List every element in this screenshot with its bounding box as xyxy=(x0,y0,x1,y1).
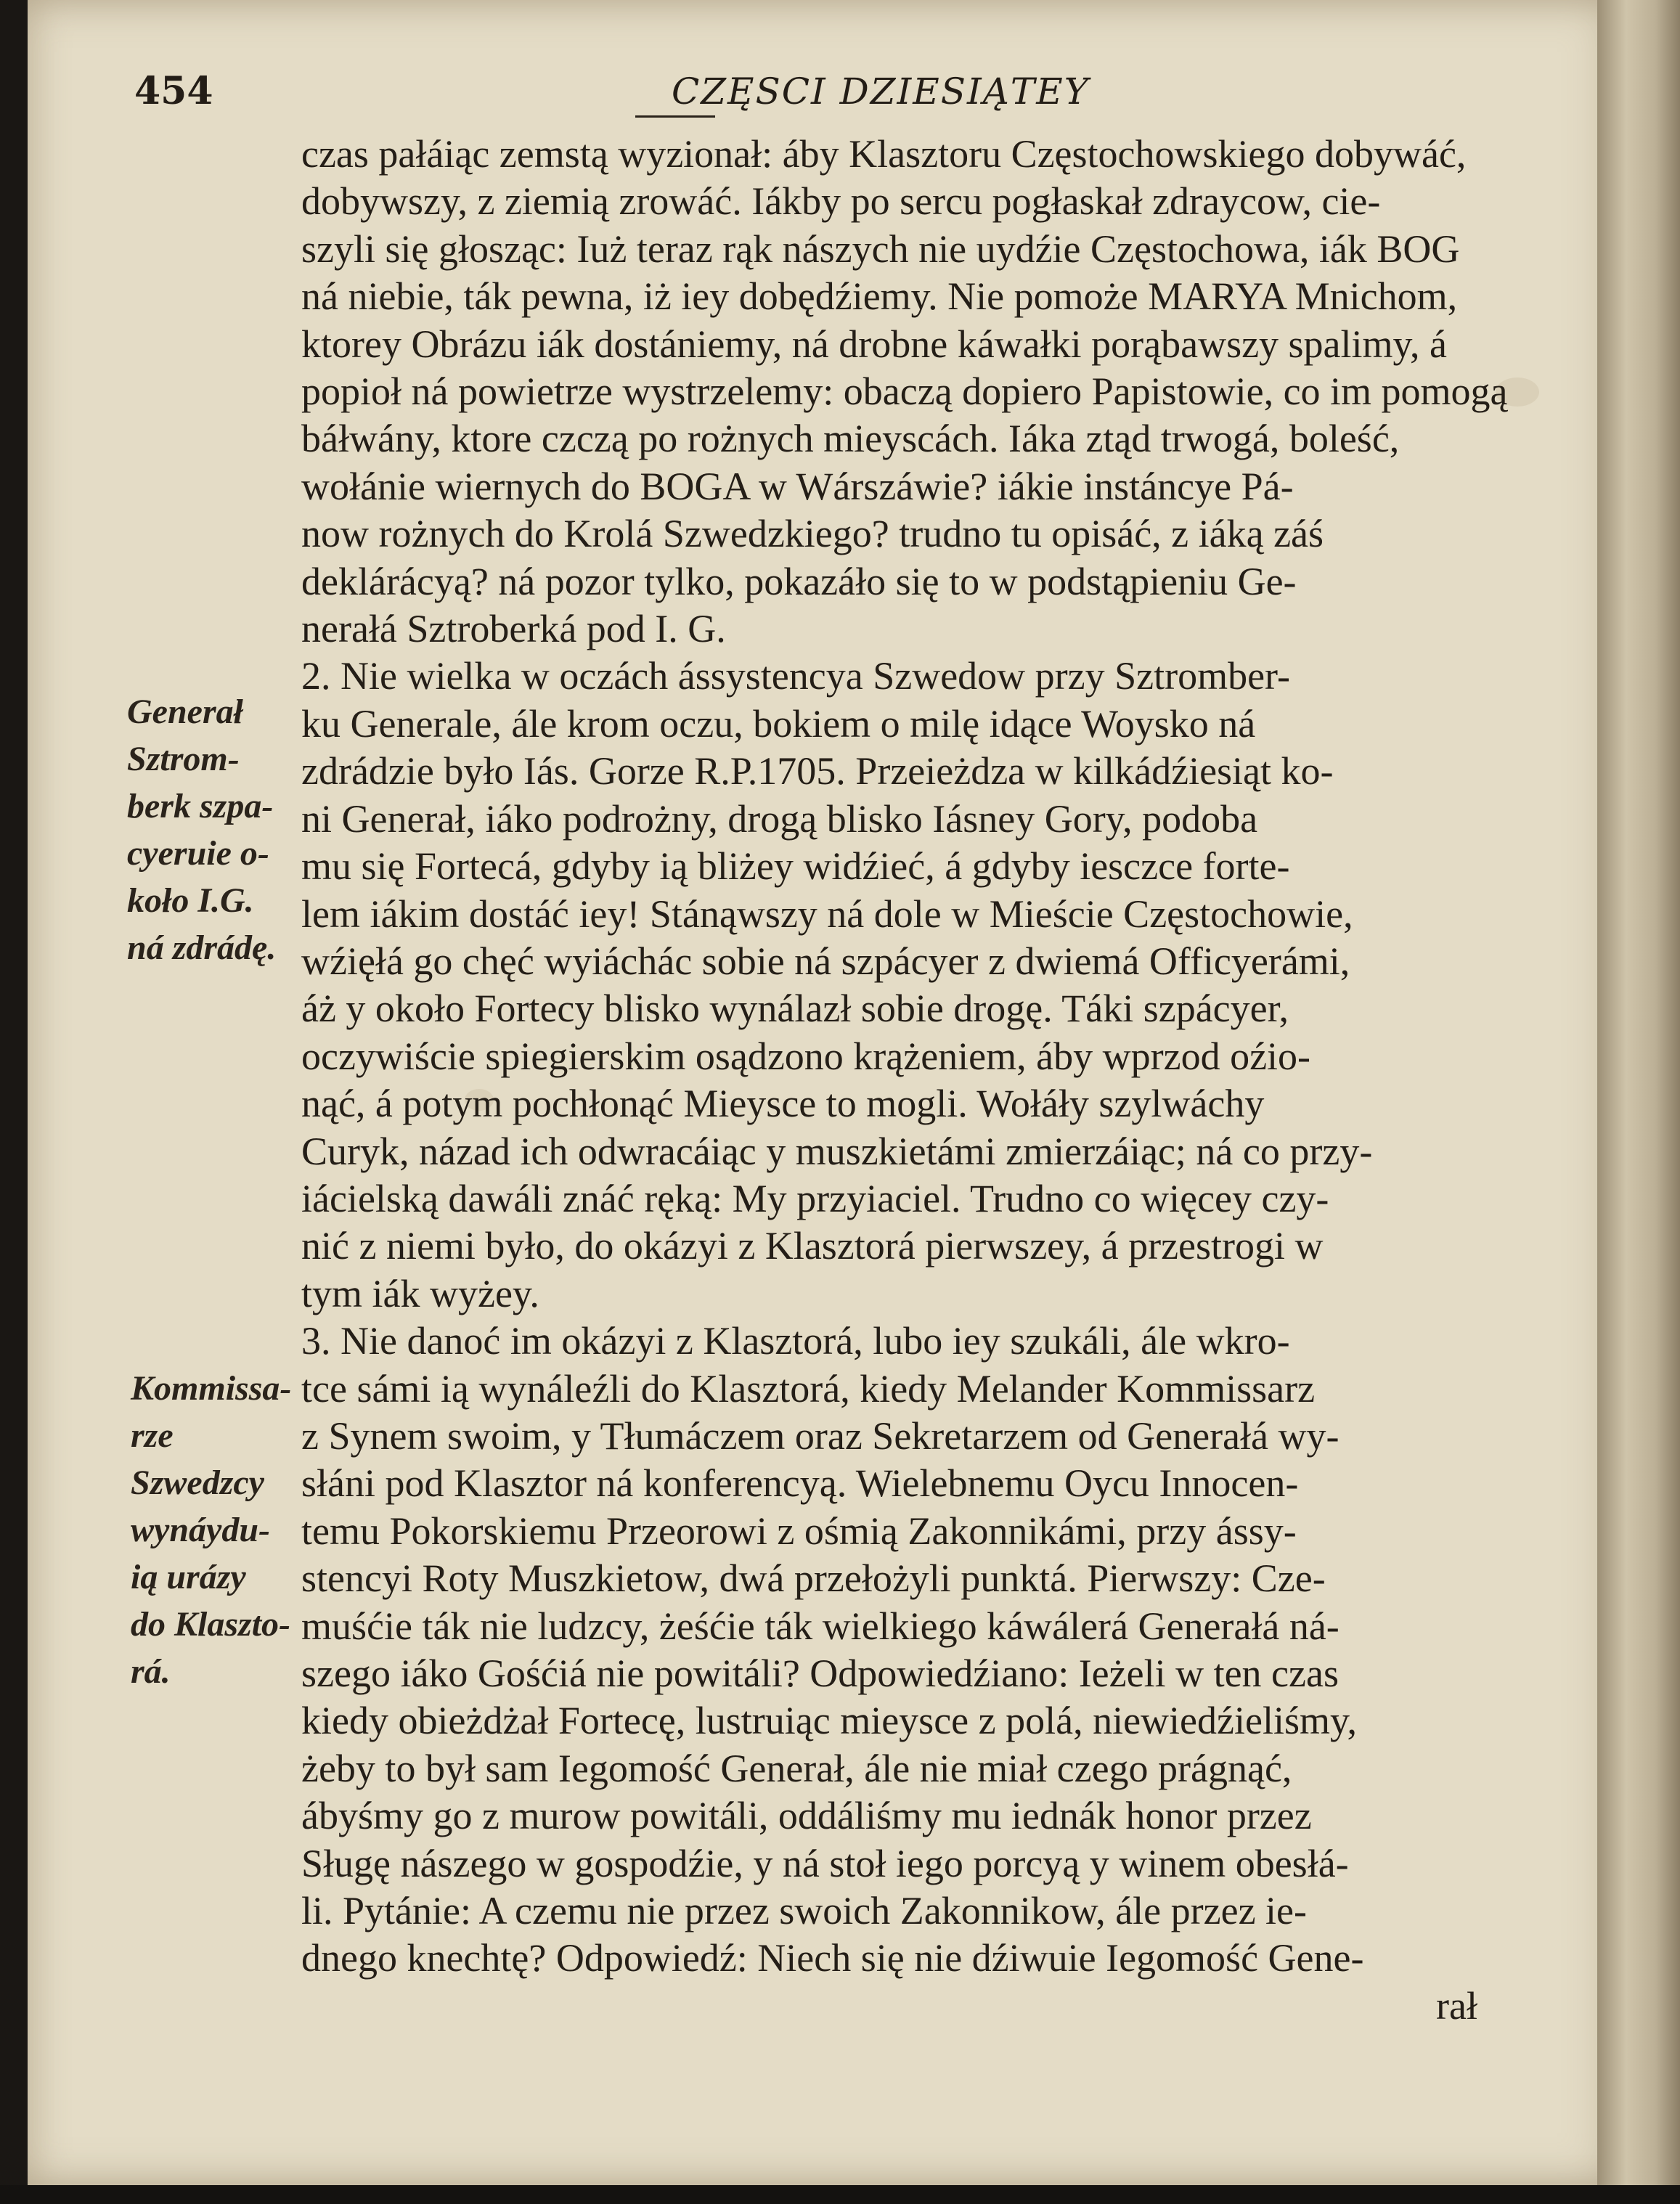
sidenote-line: rá. xyxy=(131,1652,171,1691)
text-line: słáni pod Klasztor ná konferencyą. Wielebnemu Oycu Innocen- xyxy=(301,1461,1299,1506)
text-line: popioł ná powietrze wystrzelemy: obaczą dopiero Papistowie, co im pomogą xyxy=(301,370,1508,414)
text-line: ábyśmy go z murow powitáli, oddáliśmy mu iednák honor przez xyxy=(301,1794,1312,1838)
sidenote-line: berk szpa- xyxy=(127,787,274,825)
scan-border xyxy=(0,2185,1680,2204)
text-line: wołánie wiernych do BOGA w Wárszáwie? iákie instáncye Pá- xyxy=(301,464,1294,508)
text-line: mu się Fortecá, gdyby ią bliżey widźieć, á gdyby iesczce forte- xyxy=(301,844,1290,889)
running-head: CZĘSCI DZIESIĄTEY xyxy=(672,70,1090,113)
text-line: li. Pytánie: A czemu nie przez swoich Zakonnikow, ále przez ie- xyxy=(301,1889,1307,1933)
sidenote-line: Sztrom- xyxy=(127,740,240,778)
text-line: temu Pokorskiemu Przeorowi z ośmią Zakonnikámi, przy ássy- xyxy=(301,1509,1297,1553)
text-line: deklárácyą? ná pozor tylko, pokazáło się to w podstąpieniu Ge- xyxy=(301,559,1297,603)
text-line: Curyk, názad ich odwracáiąc y muszkietámi zmierzáiąc; ná co przy- xyxy=(301,1129,1373,1173)
text-line: ni Generał, iáko podrożny, drogą blisko Iásney Gory, podoba xyxy=(301,796,1258,841)
text-line: stencyi Roty Muszkietow, dwá przełożyli punktá. Pierwszy: Cze- xyxy=(301,1556,1326,1601)
sidenote-kommissarze xyxy=(131,1365,291,1695)
sidenote-general-sztromberk xyxy=(127,688,276,971)
text-line: z Synem swoim, y Tłumáczem oraz Sekretarzem od Generałá wy- xyxy=(301,1413,1339,1458)
sidenote-line: Generał xyxy=(127,693,243,731)
text-line: lem iákim dostáć iey! Stánąwszy ná dole w Mieście Częstochowie, xyxy=(301,891,1353,936)
text-line: dnego knechtę? Odpowiedź: Niech się nie dźiwuie Iegomość Gene- xyxy=(301,1936,1364,1980)
catchword: rał xyxy=(1436,1983,1477,2028)
text-line: 3. Nie danoć im okázyi z Klasztorá, lubo iey szukáli, ále wkro- xyxy=(301,1319,1290,1363)
page-number: 454 xyxy=(134,69,213,113)
sidenote-line: Kommissa- xyxy=(131,1369,292,1408)
sidenote-line: cyeruie o- xyxy=(127,834,269,873)
page-header xyxy=(134,69,1514,134)
sidenote-line: do Klaszto- xyxy=(131,1605,291,1644)
text-line: nerałá Sztroberká pod I. G. xyxy=(301,607,726,651)
text-line: Sługę nászego w gospodźie, y ná stoł iego porcyą y winem obesłá- xyxy=(301,1841,1349,1885)
text-line: nić z niemi było, do okázyi z Klasztorá pierwszey, á przestrogi w xyxy=(301,1224,1324,1268)
text-line: muśćie ták nie ludzcy, żeśćie ták wielkiego káwálerá Generałá ná- xyxy=(301,1604,1339,1648)
text-line: zdrádzie było Iás. Gorze R.P.1705. Przeieżdza w kilkádźiesiąt ko- xyxy=(301,749,1334,793)
text-line: wźięłá go chęć wyiáchác sobie ná szpácyer z dwiemá Officyerámi, xyxy=(301,939,1350,983)
sidenote-line: ią urázy xyxy=(131,1558,246,1596)
text-line: ktorey Obrázu iák dostániemy, ná drobne káwałki porąbawszy spalimy, á xyxy=(301,322,1447,366)
sidenote-line: koło I.G. xyxy=(127,881,254,920)
sidenote-line: rze xyxy=(131,1416,174,1455)
text-line: now rożnych do Krolá Szwedzkiego? trudno tu opisáć, z iáką záś xyxy=(301,512,1324,556)
text-line: szyli się głosząc: Iuż teraz rąk nászych nie uydźie Częstochowa, iák BOG xyxy=(301,226,1460,271)
text-line: tce sámi ią wynáleźli do Klasztorá, kiedy Melander Kommissarz xyxy=(301,1366,1316,1411)
text-line: ku Generale, ále krom oczu, bokiem o milę idące Woysko ná xyxy=(301,701,1256,746)
sidenote-line: Szwedzcy xyxy=(131,1464,264,1502)
text-line: iácielską dawáli znáć ręką: My przyiaciel. Trudno co więcey czy- xyxy=(301,1176,1329,1220)
text-line: áż y około Fortecy blisko wynálazł sobie drogę. Táki szpácyer, xyxy=(301,987,1289,1031)
sidenote-line: wynáydu- xyxy=(131,1511,270,1549)
text-line: nąć, á potym pochłonąć Mieysce to mogli. Wołáły szylwáchy xyxy=(301,1082,1265,1126)
book-gutter xyxy=(1597,0,1680,2185)
main-text-block xyxy=(301,131,1528,2030)
text-line: ná niebie, ták pewna, iż iey dobędźiemy. Nie pomoże MARYA Mnichom, xyxy=(301,274,1458,319)
text-line: kiedy obieżdżał Fortecę, lustruiąc mieysce z polá, niewiedźieliśmy, xyxy=(301,1699,1357,1743)
text-line: żeby to był sam Iegomość Generał, ále nie miał czego prágnąć, xyxy=(301,1746,1292,1790)
text-line: 2. Nie wielka w oczách ássystencya Szwedow przy Sztromber- xyxy=(301,654,1290,698)
sidenote-line: ná zdrádę. xyxy=(127,928,277,967)
text-line: dobywszy, z ziemią zrowáć. Iákby po sercu pogłaskał zdraycow, cie- xyxy=(301,179,1381,224)
text-line: báłwány, ktore czczą po rożnych mieyscách. Iáka ztąd trwogá, boleść, xyxy=(301,417,1400,461)
text-line: szego iáko Gośćiá nie powitáli? Odpowiedźiano: Ieżeli w ten czas xyxy=(301,1652,1339,1695)
text-line: czas pałáiąc zemstą wyzionał: áby Klasztoru Częstochowskiego dobywáć, xyxy=(301,132,1467,176)
header-rule xyxy=(635,115,715,118)
text-line: oczywiście spiegierskim osądzono krążeniem, áby wprzod oźio- xyxy=(301,1034,1311,1078)
text-line: tym iák wyżey. xyxy=(301,1271,539,1315)
